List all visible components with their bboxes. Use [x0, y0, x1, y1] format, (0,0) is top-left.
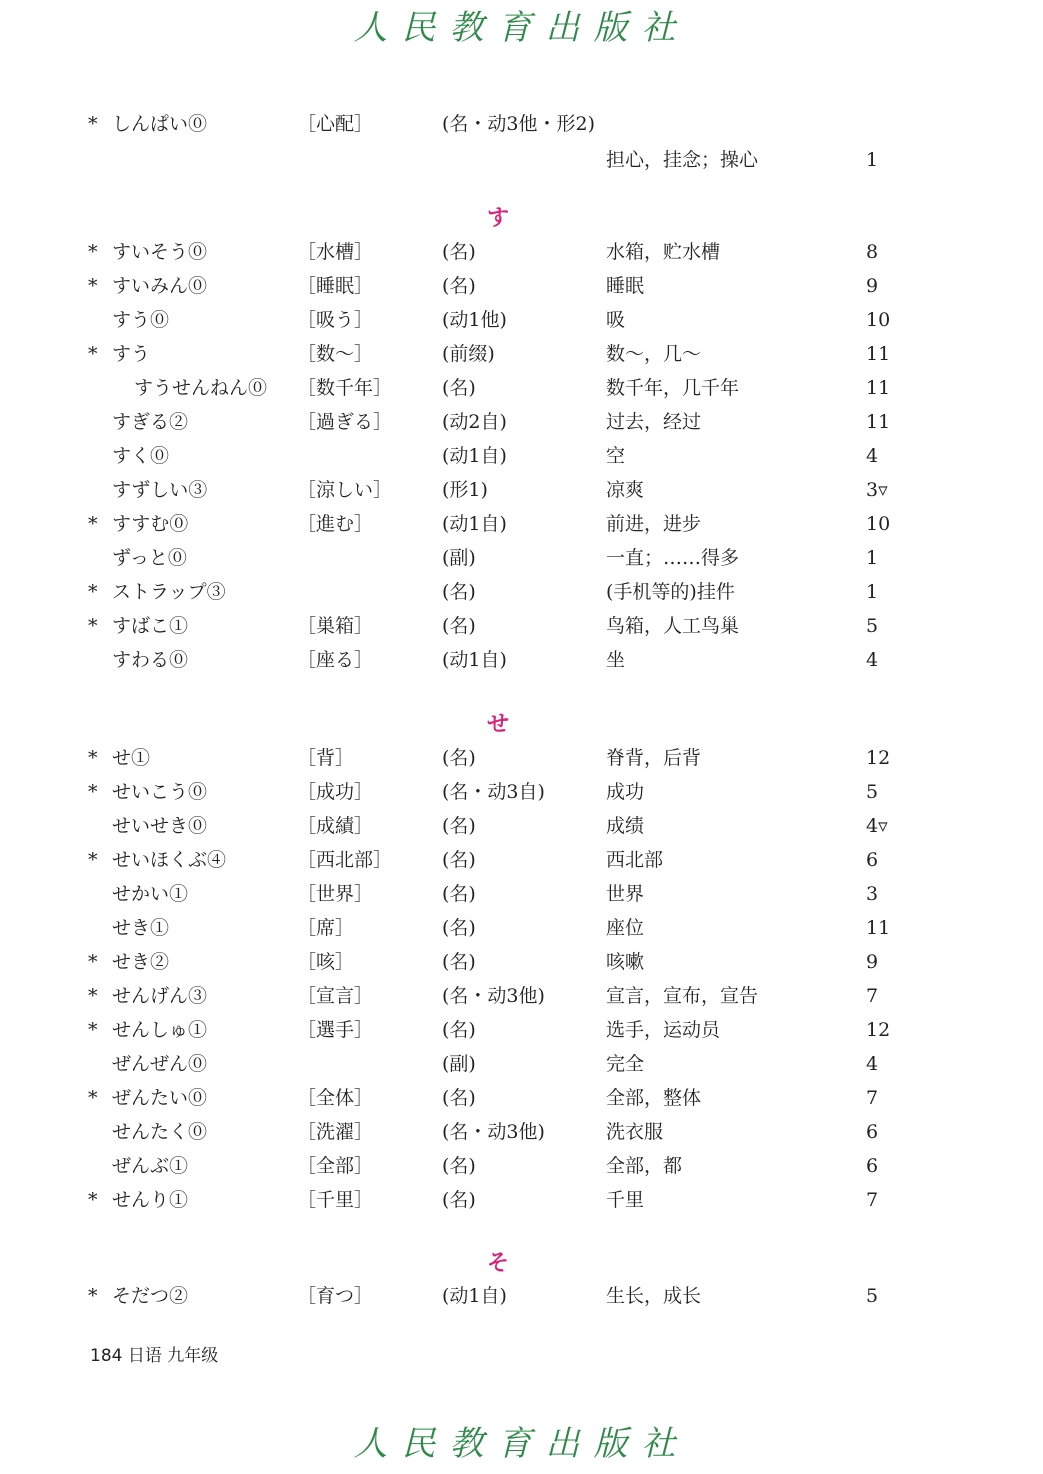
entry-meaning: 坐 [606, 649, 626, 671]
entry-meaning: 生长，成长 [606, 1285, 702, 1307]
entry-meaning: 全部，都 [606, 1155, 683, 1177]
list-item [0, 945, 1043, 979]
entry-kanji: ［洗濯］ [297, 1121, 374, 1143]
entry-meaning: 凉爽 [606, 479, 645, 501]
entry-lesson: 11 [866, 411, 891, 433]
entry-meaning: 数千年，几千年 [606, 377, 740, 399]
list-item [0, 1183, 1043, 1217]
entry-kana: せんり① [112, 1189, 189, 1211]
list-item [0, 439, 1043, 473]
star-mark: * [88, 747, 98, 769]
entry-part-of-speech: (名) [442, 1087, 476, 1109]
entry-part-of-speech: (动1自) [442, 1285, 507, 1307]
entry-lesson: 5 [866, 781, 879, 803]
list-item [0, 643, 1043, 677]
list-item [0, 843, 1043, 877]
book-title: 日语 九年级 [127, 1346, 219, 1366]
entry-kanji: ［進む］ [297, 513, 374, 535]
entry-meaning: 一直；……得多 [606, 547, 740, 569]
entry-part-of-speech: (前缀) [442, 343, 495, 365]
publisher-logo-top: 人民教育出版社 [353, 8, 690, 48]
entry-kana: ぜんぜん⓪ [112, 1053, 208, 1075]
entry-part-of-speech: (副) [442, 547, 476, 569]
entry-kana: すう [112, 343, 151, 365]
star-mark: * [88, 581, 98, 603]
star-mark: * [88, 1087, 98, 1109]
entry-kana: すばこ① [112, 615, 189, 637]
entry-kanji: ［千里］ [297, 1189, 374, 1211]
entry-kana: ぜんたい⓪ [112, 1087, 208, 1109]
star-mark: * [88, 615, 98, 637]
entry-lesson: 10 [866, 513, 891, 535]
entry-part-of-speech: (名) [442, 1189, 476, 1211]
entry-kanji: ［西北部］ [297, 849, 393, 871]
entry-meaning: 洗衣服 [606, 1121, 664, 1143]
star-mark: * [88, 113, 98, 135]
entry-lesson: 6 [866, 1155, 879, 1177]
entry-meaning: 宣言，宣布，宣告 [606, 985, 759, 1007]
entry-part-of-speech: (动1他) [442, 309, 507, 331]
entry-lesson: 9 [866, 275, 879, 297]
star-mark: * [88, 241, 98, 263]
entry-kana: せいほくぶ④ [112, 849, 227, 871]
entry-meaning: 数～，几～ [606, 343, 702, 365]
entry-kana: すいみん⓪ [112, 275, 208, 297]
entry-lesson: 12 [866, 747, 891, 769]
entry-kanji: ［世界］ [297, 883, 374, 905]
entry-part-of-speech: (名) [442, 917, 476, 939]
entry-meaning: 空 [606, 445, 626, 467]
list-item [0, 1013, 1043, 1047]
list-item [0, 1081, 1043, 1115]
entry-kana: せんたく⓪ [112, 1121, 208, 1143]
list-item [0, 107, 1043, 141]
list-item [0, 235, 1043, 269]
entry-part-of-speech: (动1自) [442, 445, 507, 467]
entry-lesson: 3 [866, 883, 879, 905]
list-item [0, 609, 1043, 643]
entry-lesson: 7 [866, 1189, 879, 1211]
entry-lesson: 11 [866, 343, 891, 365]
list-item [0, 143, 1043, 177]
entry-lesson: 11 [866, 377, 891, 399]
entry-meaning: 过去，经过 [606, 411, 702, 433]
entry-kana: せ① [112, 747, 151, 769]
entry-kana: すぎる② [112, 411, 189, 433]
entry-kana: せき② [112, 951, 170, 973]
entry-part-of-speech: (动1自) [442, 649, 507, 671]
list-item [0, 507, 1043, 541]
entry-kanji: ［選手］ [297, 1019, 374, 1041]
entry-lesson: 4▿ [866, 815, 888, 837]
entry-part-of-speech: (名) [442, 241, 476, 263]
entry-lesson: 4 [866, 445, 879, 467]
star-mark: * [88, 513, 98, 535]
entry-part-of-speech: (名) [442, 581, 476, 603]
entry-lesson: 1 [866, 547, 879, 569]
entry-meaning: 成功 [606, 781, 645, 803]
entry-kanji: ［全部］ [297, 1155, 374, 1177]
entry-lesson: 10 [866, 309, 891, 331]
entry-part-of-speech: (名) [442, 275, 476, 297]
entry-lesson: 6 [866, 1121, 879, 1143]
entry-meaning: 吸 [606, 309, 626, 331]
entry-kana: すずしい③ [112, 479, 208, 501]
entry-part-of-speech: (名・动3他) [442, 1121, 545, 1143]
entry-part-of-speech: (名) [442, 615, 476, 637]
entry-kana: そだつ② [112, 1285, 189, 1307]
entry-kana: せいこう⓪ [112, 781, 208, 803]
page-footer [90, 1343, 218, 1369]
entry-kanji: ［全体］ [297, 1087, 374, 1109]
entry-kana: ストラップ③ [112, 581, 226, 603]
list-item [0, 303, 1043, 337]
entry-part-of-speech: (名) [442, 1019, 476, 1041]
list-item [0, 877, 1043, 911]
page-number: 184 [90, 1346, 123, 1366]
entry-lesson: 11 [866, 917, 891, 939]
list-item [0, 911, 1043, 945]
entry-kanji: ［数～］ [297, 343, 374, 365]
list-item [0, 337, 1043, 371]
entry-kanji: ［座る］ [297, 649, 374, 671]
entry-kana: すすむ⓪ [112, 513, 189, 535]
entry-part-of-speech: (名) [442, 883, 476, 905]
entry-lesson: 9 [866, 951, 879, 973]
entry-part-of-speech: (名・动3他・形2) [442, 113, 596, 135]
entry-lesson: 4 [866, 1053, 879, 1075]
entry-kanji: ［宣言］ [297, 985, 374, 1007]
list-item [0, 473, 1043, 507]
entry-kana: せかい① [112, 883, 189, 905]
entry-kanji: ［咳］ [297, 951, 355, 973]
star-mark: * [88, 1285, 98, 1307]
entry-kana: せいせき⓪ [112, 815, 208, 837]
entry-meaning: 咳嗽 [606, 951, 645, 973]
entry-part-of-speech: (名) [442, 377, 476, 399]
list-item [0, 1115, 1043, 1149]
entry-kana: すく⓪ [112, 445, 170, 467]
entry-part-of-speech: (名) [442, 747, 476, 769]
entry-kanji: ［育つ］ [297, 1285, 374, 1307]
entry-part-of-speech: (名) [442, 951, 476, 973]
star-mark: * [88, 1019, 98, 1041]
entry-meaning: 鸟箱，人工鸟巢 [606, 615, 740, 637]
entry-meaning: (手机等的)挂件 [606, 581, 735, 603]
entry-kanji: ［過ぎる］ [297, 411, 393, 433]
entry-meaning: 西北部 [606, 849, 664, 871]
entry-kana: すわる⓪ [112, 649, 189, 671]
list-item [0, 405, 1043, 439]
entry-kana: せんしゅ① [112, 1019, 208, 1041]
entry-kana: しんぱい⓪ [112, 113, 208, 135]
entry-kanji: ［睡眠］ [297, 275, 374, 297]
star-mark: * [88, 985, 98, 1007]
entry-lesson: 5 [866, 1285, 879, 1307]
star-mark: * [88, 781, 98, 803]
entry-lesson: 6 [866, 849, 879, 871]
entry-part-of-speech: (名) [442, 849, 476, 871]
entry-lesson: 1 [866, 149, 879, 171]
entry-part-of-speech: (名・动3自) [442, 781, 545, 803]
entry-part-of-speech: (动1自) [442, 513, 507, 535]
entry-lesson: 7 [866, 1087, 879, 1109]
entry-meaning: 世界 [606, 883, 645, 905]
entry-kana: せき① [112, 917, 170, 939]
section-heading-su: す [486, 205, 509, 231]
list-item [0, 575, 1043, 609]
entry-lesson: 7 [866, 985, 879, 1007]
entry-meaning: 千里 [606, 1189, 645, 1211]
list-item [0, 1279, 1043, 1313]
entry-lesson: 5 [866, 615, 879, 637]
list-item [0, 979, 1043, 1013]
entry-part-of-speech: (动2自) [442, 411, 507, 433]
entry-meaning: 前进，进步 [606, 513, 702, 535]
entry-kana: せんげん③ [112, 985, 208, 1007]
entry-kanji: ［涼しい］ [297, 479, 393, 501]
entry-lesson: 4 [866, 649, 879, 671]
entry-meaning: 成绩 [606, 815, 645, 837]
list-item [0, 1047, 1043, 1081]
entry-part-of-speech: (形1) [442, 479, 488, 501]
list-item [0, 371, 1043, 405]
entry-kana: ずっと⓪ [112, 547, 187, 569]
list-item [0, 269, 1043, 303]
entry-lesson: 8 [866, 241, 879, 263]
section-heading-so: そ [486, 1250, 509, 1276]
section-heading-se: せ [486, 711, 509, 737]
entry-lesson: 12 [866, 1019, 891, 1041]
entry-meaning: 座位 [606, 917, 645, 939]
entry-kanji: ［巣箱］ [297, 615, 374, 637]
entry-kana: すう⓪ [112, 309, 170, 331]
entry-kanji: ［水槽］ [297, 241, 374, 263]
entry-kanji: ［席］ [297, 917, 355, 939]
entry-lesson: 1 [866, 581, 879, 603]
entry-kana: すうせんねん⓪ [134, 377, 268, 399]
entry-kana: ぜんぶ① [112, 1155, 189, 1177]
list-item [0, 741, 1043, 775]
list-item [0, 809, 1043, 843]
entry-lesson: 3▿ [866, 479, 888, 501]
entry-kanji: ［背］ [297, 747, 355, 769]
star-mark: * [88, 275, 98, 297]
entry-part-of-speech: (名) [442, 815, 476, 837]
entry-kanji: ［成功］ [297, 781, 374, 803]
publisher-logo-bottom: 人民教育出版社 [353, 1424, 690, 1464]
star-mark: * [88, 849, 98, 871]
entry-kanji: ［数千年］ [297, 377, 393, 399]
entry-meaning: 睡眠 [606, 275, 645, 297]
list-item [0, 541, 1043, 575]
entry-part-of-speech: (副) [442, 1053, 476, 1075]
entry-meaning: 担心，挂念；操心 [606, 149, 759, 171]
entry-part-of-speech: (名) [442, 1155, 476, 1177]
entry-meaning: 全部，整体 [606, 1087, 702, 1109]
entry-meaning: 完全 [606, 1053, 645, 1075]
entry-part-of-speech: (名・动3他) [442, 985, 545, 1007]
star-mark: * [88, 343, 98, 365]
entry-kanji: ［吸う］ [297, 309, 374, 331]
entry-meaning: 选手，运动员 [606, 1019, 721, 1041]
list-item [0, 1149, 1043, 1183]
entry-meaning: 脊背，后背 [606, 747, 702, 769]
star-mark: * [88, 1189, 98, 1211]
entry-kana: すいそう⓪ [112, 241, 208, 263]
star-mark: * [88, 951, 98, 973]
list-item [0, 775, 1043, 809]
entry-meaning: 水箱，贮水槽 [606, 241, 721, 263]
entry-kanji: ［成績］ [297, 815, 374, 837]
entry-kanji: ［心配］ [297, 113, 374, 135]
